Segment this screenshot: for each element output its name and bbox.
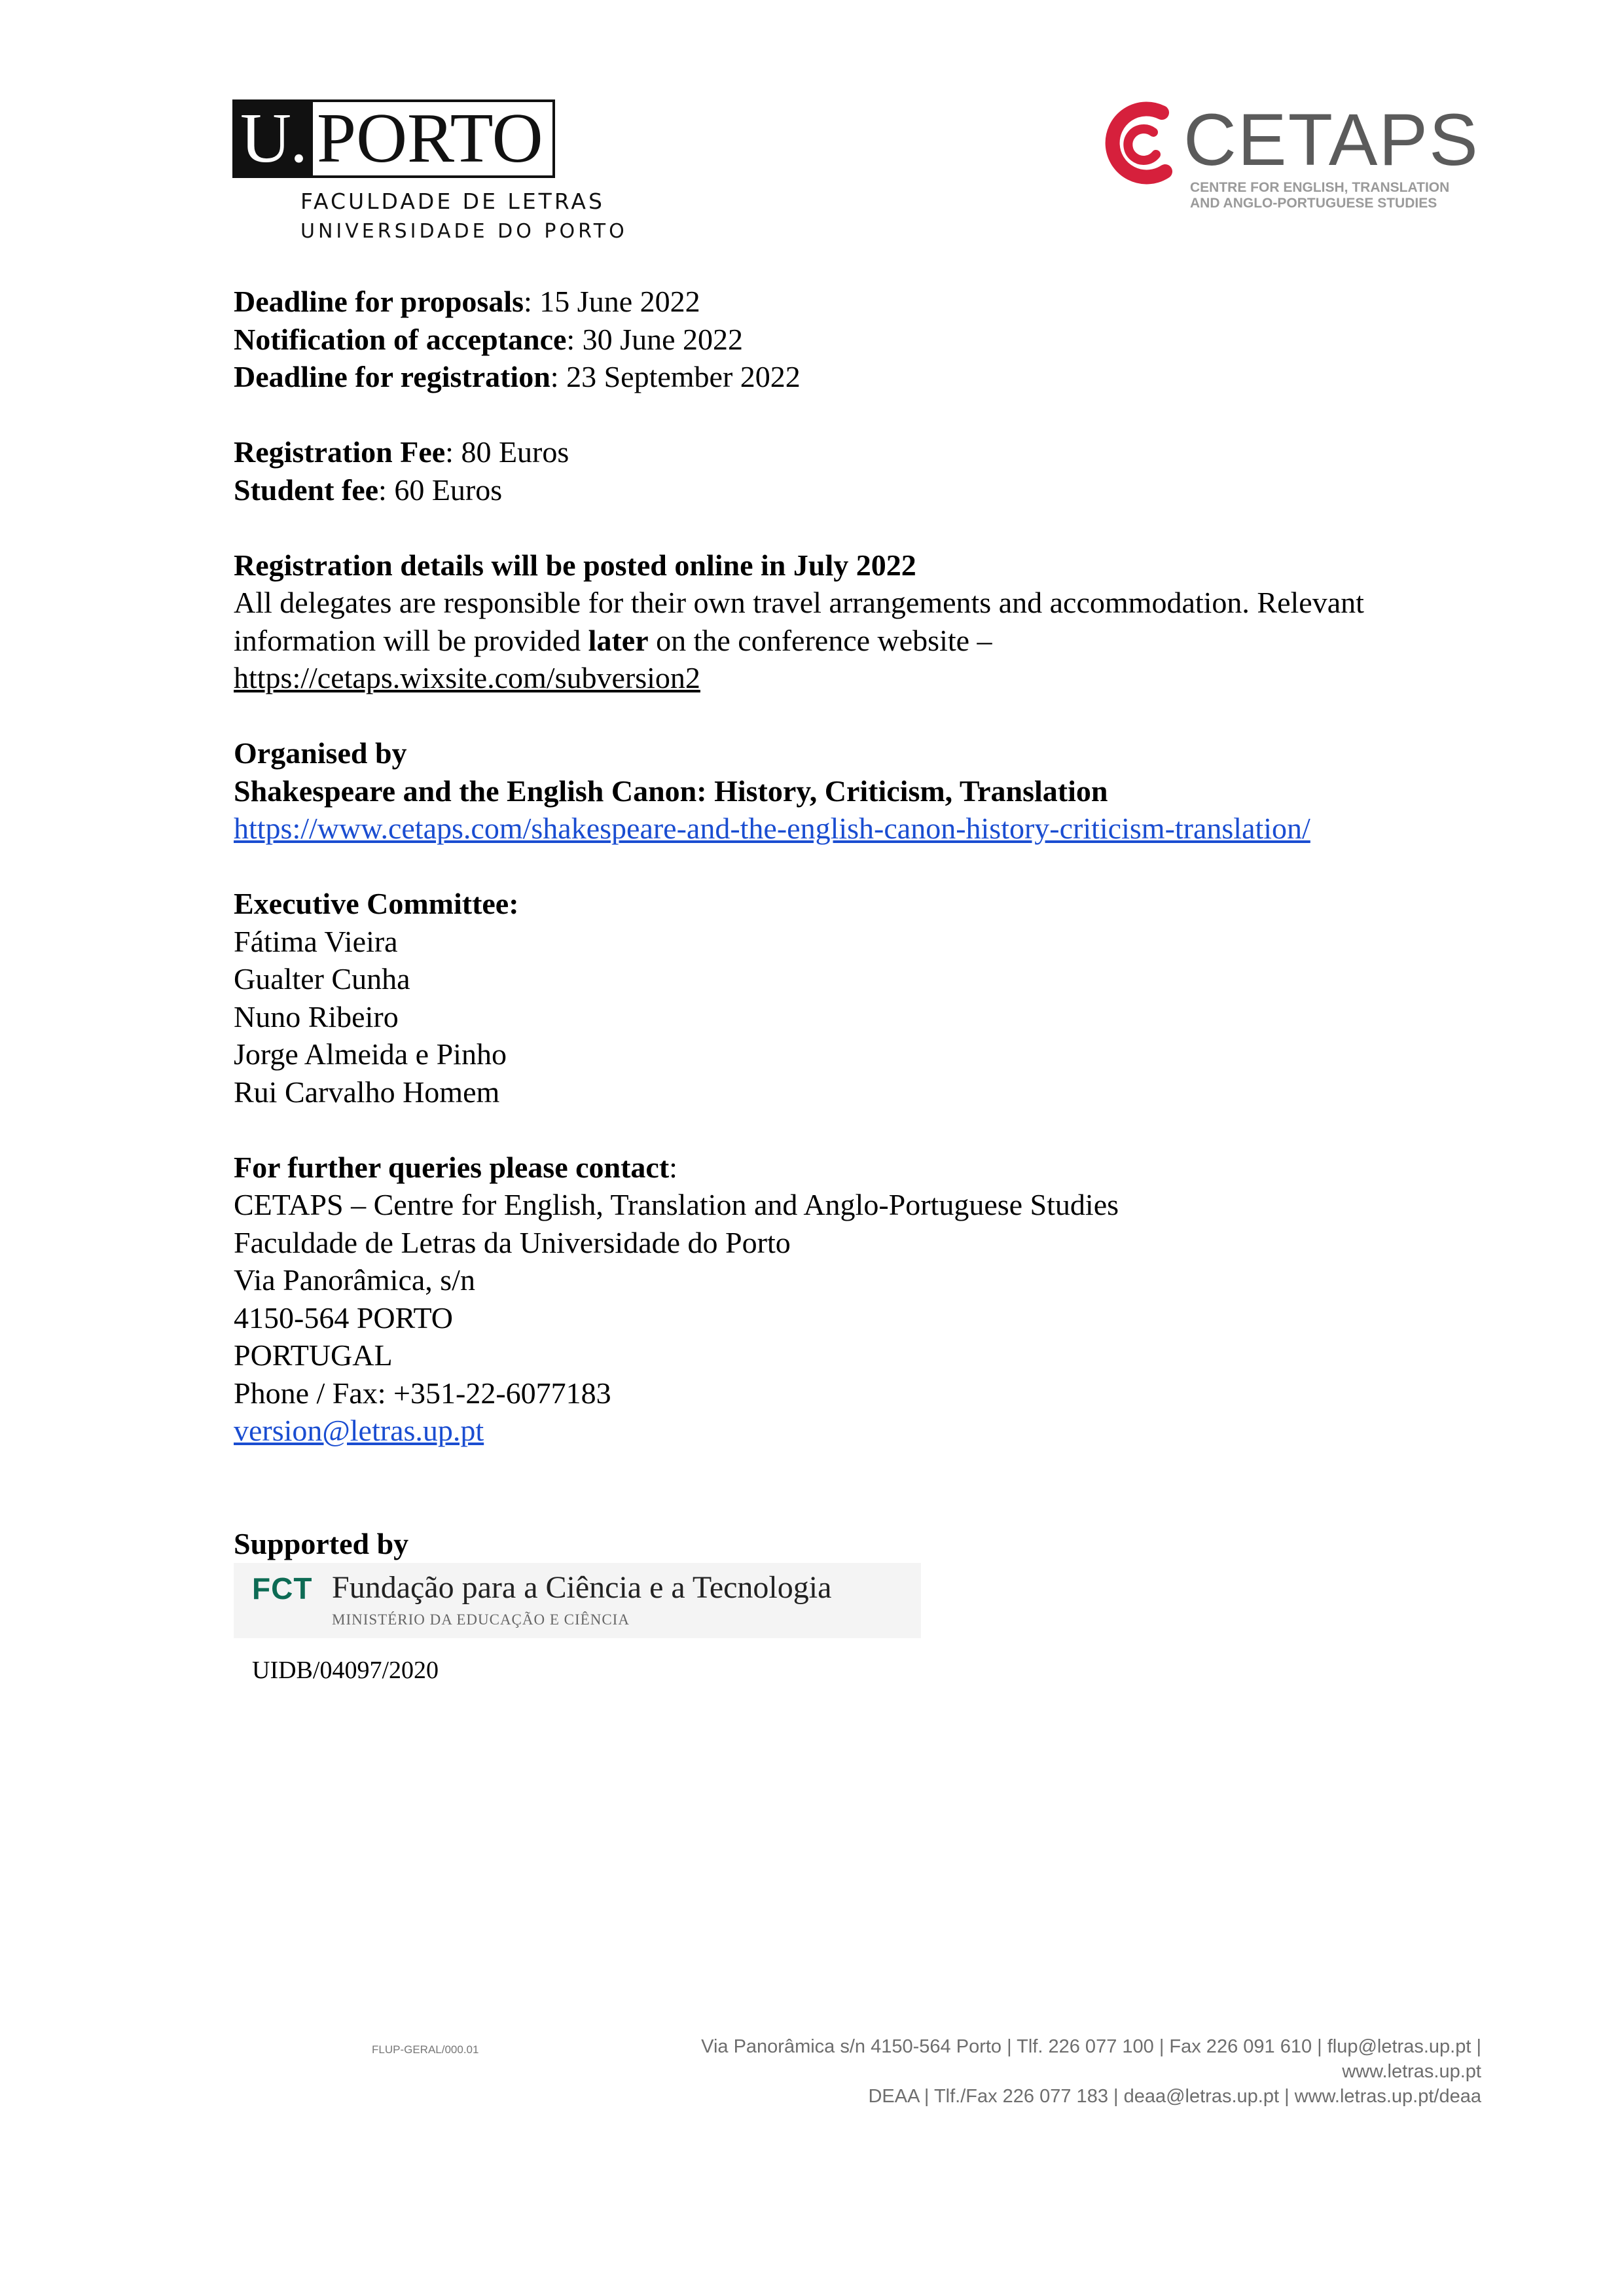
uporto-porto: PORTO — [313, 99, 555, 178]
committee-member: Fátima Vieira — [234, 924, 398, 958]
footer-code: FLUP-GERAL/000.01 — [372, 2043, 479, 2056]
deadline-proposals — [234, 283, 1497, 321]
uporto-u: U. — [232, 99, 313, 178]
fct-acronym: FCT — [252, 1571, 313, 1605]
contact-line: Via Panorâmica, s/n — [234, 1263, 475, 1297]
value: : 15 June 2022 — [524, 285, 700, 318]
text: on the conference website – — [648, 623, 992, 657]
label: Deadline for proposals — [234, 285, 524, 318]
committee-heading — [234, 885, 1497, 923]
footer-line1: Via Panorâmica s/n 4150-564 Porto | Tlf. 226 077 100 | Fax 226 091 610 | flup@letras.up.pt | — [701, 2036, 1481, 2057]
contact-line: CETAPS – Centre for English, Translation and Anglo-Portuguese Studies — [234, 1188, 1119, 1221]
value: : 23 September 2022 — [550, 360, 801, 393]
grant-code: UIDB/04097/2020 — [252, 1657, 439, 1684]
uporto-wordmark — [232, 99, 555, 178]
notification-acceptance — [234, 321, 1497, 359]
project-title — [234, 772, 1497, 810]
label: Notification of acceptance — [234, 322, 567, 356]
text: Supported by — [234, 1526, 409, 1560]
project-link[interactable]: https://www.cetaps.com/shakespeare-and-the-english-canon-history-criticism-translation/ — [234, 812, 1310, 845]
registration-line2 — [234, 622, 1497, 660]
value: : 30 June 2022 — [566, 322, 744, 356]
cetaps-name: CETAPS — [1183, 99, 1479, 181]
faculty-name: FACULDADE DE LETRAS — [300, 188, 605, 214]
organised-heading — [234, 734, 1497, 772]
footer-line3: DEAA | Tlf./Fax 226 077 183 | deaa@letras.up.pt | www.letras.up.pt/deaa — [868, 2086, 1481, 2107]
contact-heading — [234, 1149, 1497, 1187]
contact-line: Phone / Fax: +351-22-6077183 — [234, 1376, 611, 1410]
text: Shakespeare and the English Canon: History, Criticism, Translation — [234, 774, 1108, 808]
fct-logo — [234, 1563, 921, 1638]
conference-website-link[interactable]: https://cetaps.wixsite.com/subversion2 — [234, 661, 700, 694]
committee-member: Rui Carvalho Homem — [234, 1075, 500, 1109]
contact-email-link[interactable]: version@letras.up.pt — [234, 1414, 484, 1447]
university-name: UNIVERSIDADE DO PORTO — [300, 220, 628, 243]
fct-name: Fundação para a Ciência e a Tecnologia — [332, 1570, 832, 1605]
committee-member: Jorge Almeida e Pinho — [234, 1037, 507, 1071]
contact-line: Faculdade de Letras da Universidade do Porto — [234, 1225, 791, 1259]
cetaps-swirl-icon — [1100, 98, 1178, 190]
cetaps-subtitle — [1190, 180, 1449, 211]
student-fee — [234, 471, 1497, 509]
footer-line2: www.letras.up.pt — [1342, 2061, 1481, 2082]
contact-line: PORTUGAL — [234, 1338, 393, 1372]
text-bold: later — [588, 623, 649, 657]
value: : 80 Euros — [445, 435, 569, 469]
supported-heading — [234, 1525, 1497, 1563]
label: Student fee — [234, 473, 379, 507]
committee-member: Gualter Cunha — [234, 962, 410, 996]
footer — [701, 2034, 1481, 2109]
contact-line: 4150-564 PORTO — [234, 1300, 454, 1335]
cetaps-sub-line1: CENTRE FOR ENGLISH, TRANSLATION — [1190, 180, 1450, 195]
colon: : — [669, 1150, 677, 1184]
cetaps-sub-line2: AND ANGLO-PORTUGUESE STUDIES — [1190, 196, 1437, 211]
committee-member: Nuno Ribeiro — [234, 999, 399, 1033]
label: Registration Fee — [234, 435, 446, 469]
fct-ministry: MINISTÉRIO DA EDUCAÇÃO E CIÊNCIA — [332, 1611, 630, 1628]
text: information will be provided — [234, 623, 588, 657]
registration-line1: All delegates are responsible for their own travel arrangements and accommodation. Relevant — [234, 586, 1364, 619]
deadline-registration — [234, 358, 1497, 396]
text: Executive Committee: — [234, 887, 519, 920]
document-body — [234, 283, 1497, 1562]
label: Deadline for registration — [234, 360, 550, 393]
text: Registration details will be posted online in July 2022 — [234, 548, 916, 582]
cetaps-logo — [1100, 98, 1479, 213]
registration-heading — [234, 547, 1497, 584]
registration-fee — [234, 433, 1497, 471]
text: For further queries please contact — [234, 1150, 670, 1184]
text: Organised by — [234, 736, 407, 770]
value: : 60 Euros — [378, 473, 503, 507]
uporto-logo — [232, 99, 651, 243]
